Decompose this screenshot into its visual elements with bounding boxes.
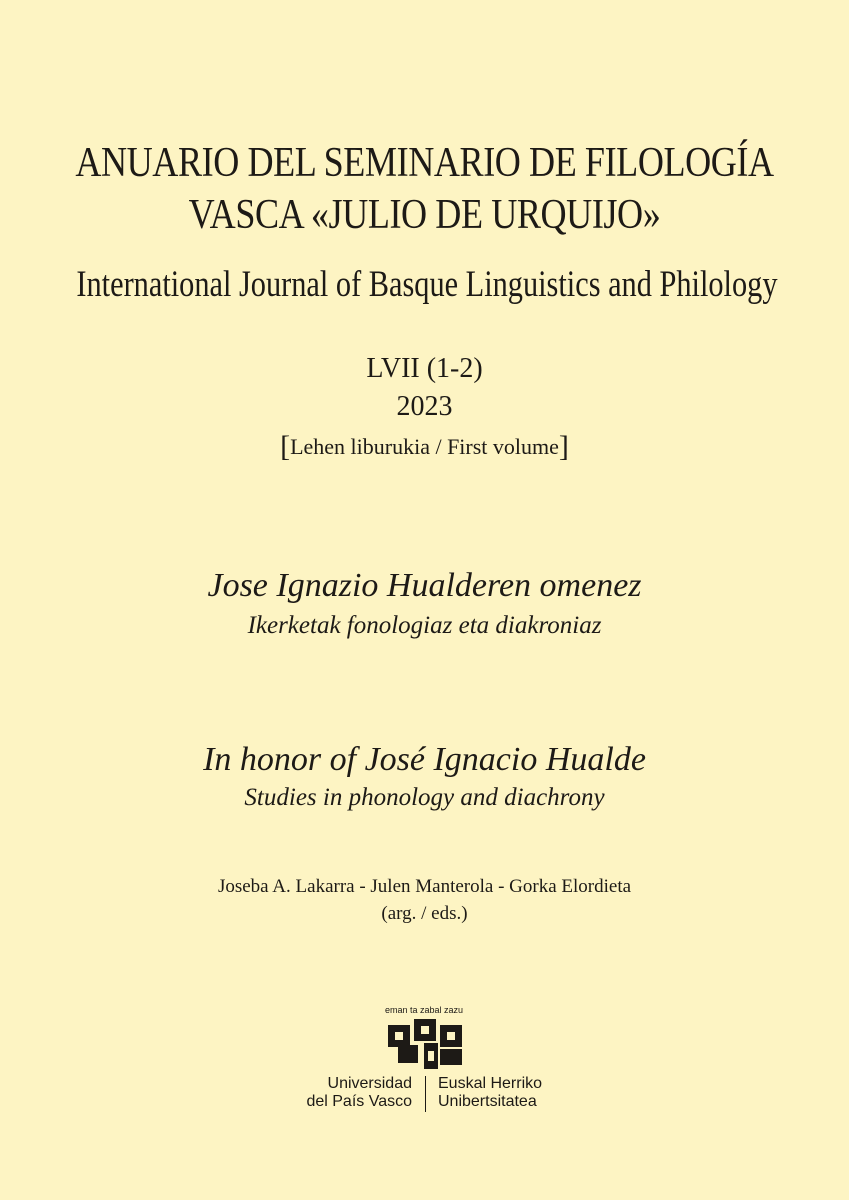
volume-note — [0, 432, 849, 462]
upv-ehu-emblem-icon — [388, 1019, 468, 1071]
editors-names: Joseba A. Lakarra - Julen Manterola - Gorka Elordieta — [217, 876, 632, 897]
volume-year: 2023 — [396, 391, 453, 422]
english-section-subtitle: Studies in phonology and diachrony — [244, 784, 605, 811]
volume-note-text: Lehen liburukia / First volume — [290, 434, 559, 459]
basque-section-title: Jose Ignazio Hualderen omenez — [207, 567, 642, 604]
university-logo — [300, 1005, 560, 1125]
editors-role: (arg. / eds.) — [381, 903, 468, 924]
logo-divider — [425, 1076, 426, 1112]
university-name-basque — [438, 1075, 542, 1111]
university-name-basque-line-1: Euskal Herriko — [438, 1075, 543, 1092]
bracket-close: ] — [558, 430, 569, 463]
university-name-spanish-line-2: del País Vasco — [306, 1093, 412, 1110]
university-name-spanish-line-1: Universidad — [327, 1075, 412, 1092]
journal-title-line-2: VASCA «JULIO DE URQUIJO» — [188, 192, 661, 238]
logo-motto: eman ta zabal zazu — [385, 1005, 464, 1015]
volume-number: LVII (1-2) — [366, 353, 483, 384]
bracket-open: [ — [280, 430, 291, 463]
english-section-title: In honor of José Ignacio Hualde — [203, 741, 646, 778]
journal-title-line-1: ANUARIO DEL SEMINARIO DE FILOLOGÍA — [75, 140, 774, 186]
basque-section-subtitle: Ikerketak fonologiaz eta diakroniaz — [247, 612, 602, 639]
university-name-basque-line-2: Unibertsitatea — [438, 1093, 537, 1110]
journal-subtitle: International Journal of Basque Linguistics and Philology — [76, 264, 778, 305]
university-name-spanish — [300, 1075, 412, 1111]
